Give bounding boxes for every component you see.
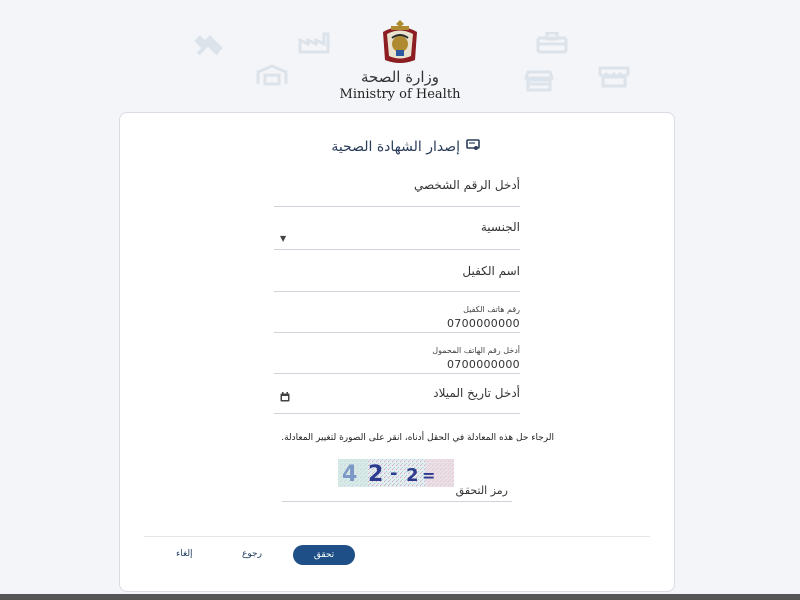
ministry-arabic-name: وزارة الصحة bbox=[361, 68, 439, 86]
birth-date-label: أدخل تاريخ الميلاد bbox=[433, 386, 520, 400]
svg-text:2: 2 bbox=[406, 465, 419, 486]
svg-text:4: 4 bbox=[342, 462, 358, 487]
chevron-down-icon: ▼ bbox=[280, 234, 287, 243]
national-id-field[interactable] bbox=[274, 171, 520, 207]
sponsor-name-label: اسم الكفيل bbox=[462, 264, 520, 278]
mobile-phone-label: أدخل رقم الهاتف المحمول bbox=[432, 346, 520, 355]
nationality-label: الجنسية bbox=[480, 220, 520, 234]
certificate-icon bbox=[466, 139, 480, 155]
verify-button[interactable]: تحقق bbox=[293, 545, 355, 565]
emblem-icon bbox=[375, 18, 425, 66]
calendar-icon[interactable] bbox=[280, 387, 290, 406]
svg-text:=: = bbox=[422, 466, 436, 485]
mobile-phone-value: 0700000000 bbox=[447, 358, 520, 371]
sponsor-phone-label: رقم هاتف الكفيل bbox=[463, 305, 520, 314]
mobile-phone-field[interactable] bbox=[274, 339, 520, 374]
back-button[interactable]: رجوع bbox=[242, 549, 262, 559]
health-certificate-form bbox=[119, 112, 675, 592]
captcha-input[interactable] bbox=[282, 479, 512, 502]
captcha-instruction: الرجاء حل هذه المعادلة في الحقل أدناه، انقر على الصورة لتغيير المعادلة. bbox=[281, 433, 554, 443]
birth-date-field[interactable] bbox=[274, 379, 520, 414]
form-title bbox=[331, 139, 480, 155]
taskbar-strip bbox=[0, 594, 800, 600]
svg-text:-: - bbox=[390, 463, 398, 484]
form-title-text: إصدار الشهادة الصحية bbox=[331, 139, 460, 155]
captcha-input-label: رمز التحقق bbox=[455, 484, 508, 497]
sponsor-phone-field[interactable] bbox=[274, 298, 520, 333]
sponsor-phone-value: 0700000000 bbox=[447, 317, 520, 330]
site-header bbox=[0, 18, 800, 102]
nationality-select[interactable] bbox=[274, 213, 520, 250]
footer-divider bbox=[144, 536, 650, 537]
ministry-english-name: Ministry of Health bbox=[339, 87, 461, 102]
svg-text:2: 2 bbox=[368, 462, 384, 487]
sponsor-name-field[interactable] bbox=[274, 256, 520, 292]
cancel-button[interactable]: إلغاء bbox=[176, 549, 193, 559]
national-id-placeholder: أدخل الرقم الشخصي bbox=[414, 178, 520, 192]
